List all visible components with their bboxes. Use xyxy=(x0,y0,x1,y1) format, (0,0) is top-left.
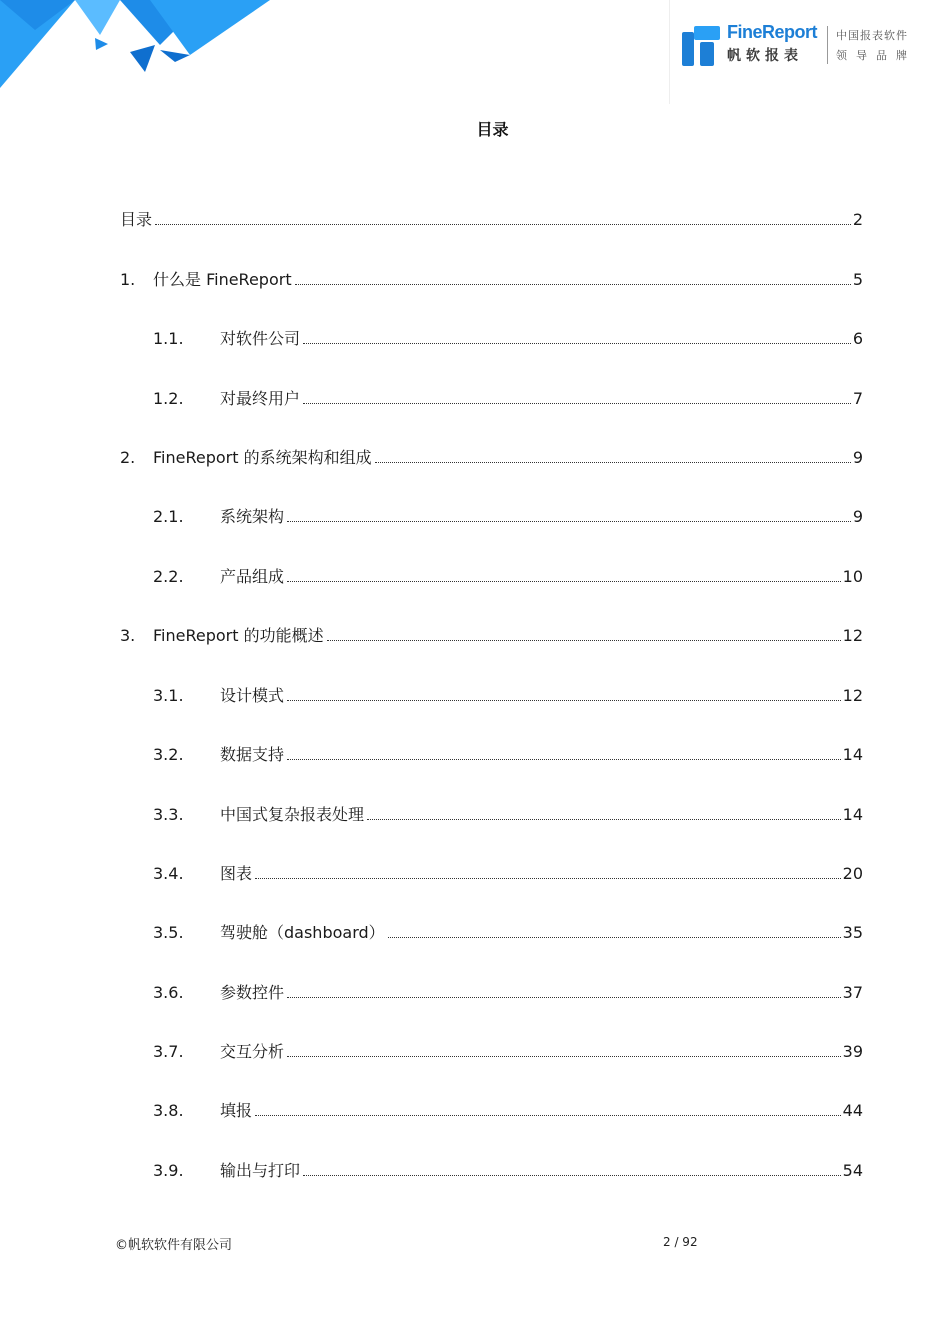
toc-entry[interactable] xyxy=(120,505,863,529)
toc-leader xyxy=(303,1175,841,1176)
toc-label: 产品组成 xyxy=(220,567,285,586)
footer-copyright: ©帆软软件有限公司 xyxy=(115,1238,233,1253)
toc-label: 交互分析 xyxy=(220,1042,285,1061)
toc-entry[interactable] xyxy=(120,268,863,292)
brand-name-en: FineReport xyxy=(727,22,818,42)
toc-page-number: 14 xyxy=(842,745,863,764)
toc-section-number: 1. xyxy=(120,270,136,289)
toc-leader xyxy=(255,878,841,879)
toc-label: 对软件公司 xyxy=(220,329,301,348)
toc-leader xyxy=(367,819,841,820)
toc-label: FineReport 的系统架构和组成 xyxy=(153,448,372,467)
toc-label: 什么是 FineReport xyxy=(153,270,292,289)
toc-entry[interactable] xyxy=(120,981,863,1005)
toc-section-number: 3.9. xyxy=(153,1161,184,1180)
toc-label: 图表 xyxy=(220,864,253,883)
toc-page-number: 10 xyxy=(842,567,863,586)
toc-leader xyxy=(287,759,841,760)
toc-entry[interactable] xyxy=(120,921,863,945)
toc-entry[interactable] xyxy=(120,1159,863,1183)
finereport-logo-icon xyxy=(680,24,722,66)
toc-leader xyxy=(255,1115,841,1116)
toc-leader xyxy=(287,521,851,522)
toc-leader xyxy=(327,640,841,641)
toc-page-number: 35 xyxy=(842,923,863,942)
toc-label: 填报 xyxy=(220,1101,253,1120)
toc-section-number: 3. xyxy=(120,626,136,645)
toc-label: 参数控件 xyxy=(220,983,285,1002)
header-divider xyxy=(669,0,670,104)
toc-page-number: 44 xyxy=(842,1101,863,1120)
brand-tagline: 中国报表软件 xyxy=(836,29,908,42)
toc-page-number: 37 xyxy=(842,983,863,1002)
corner-decoration xyxy=(0,0,270,90)
toc-leader xyxy=(375,462,851,463)
toc-page-number: 54 xyxy=(842,1161,863,1180)
toc-entry[interactable] xyxy=(120,1099,863,1123)
toc-entry[interactable] xyxy=(120,803,863,827)
toc-section-number: 2.1. xyxy=(153,507,184,526)
toc-label: 驾驶舱（dashboard） xyxy=(220,923,385,942)
toc-entry[interactable] xyxy=(120,208,863,232)
toc-entry[interactable] xyxy=(120,684,863,708)
toc-section-number: 3.5. xyxy=(153,923,184,942)
toc-leader xyxy=(388,937,841,938)
brand-name-cn: 帆软报表 xyxy=(727,48,803,64)
toc-section-number: 3.8. xyxy=(153,1101,184,1120)
logo-divider xyxy=(827,26,828,64)
toc-label: 中国式复杂报表处理 xyxy=(220,805,365,824)
toc-label: 设计模式 xyxy=(220,686,285,705)
toc-section-number: 3.1. xyxy=(153,686,184,705)
toc-entry[interactable] xyxy=(120,446,863,470)
toc-leader xyxy=(287,700,841,701)
toc-label: 对最终用户 xyxy=(220,389,301,408)
toc-page-number: 7 xyxy=(852,389,863,408)
toc-section-number: 3.6. xyxy=(153,983,184,1002)
toc-page-number: 12 xyxy=(842,626,863,645)
toc-label: 目录 xyxy=(120,210,153,229)
toc-entry[interactable] xyxy=(120,387,863,411)
toc-page-number: 9 xyxy=(852,507,863,526)
toc-page-number: 5 xyxy=(852,270,863,289)
toc-leader xyxy=(303,343,851,344)
toc-section-number: 3.7. xyxy=(153,1042,184,1061)
brand-slogan: 领导品牌 xyxy=(836,49,916,62)
toc-entry[interactable] xyxy=(120,624,863,648)
toc-section-number: 2.2. xyxy=(153,567,184,586)
toc-entry[interactable] xyxy=(120,862,863,886)
toc-label: 数据支持 xyxy=(220,745,285,764)
toc-label: FineReport 的功能概述 xyxy=(153,626,324,645)
toc-leader xyxy=(287,581,841,582)
toc-page-number: 2 xyxy=(852,210,863,229)
toc-entry[interactable] xyxy=(120,327,863,351)
toc-label: 系统架构 xyxy=(220,507,285,526)
toc-leader xyxy=(303,403,851,404)
footer-page-indicator: 2 / 92 xyxy=(663,1235,698,1249)
toc-section-number: 1.2. xyxy=(153,389,184,408)
toc-leader xyxy=(295,284,851,285)
toc-entry[interactable] xyxy=(120,565,863,589)
toc-section-number: 3.3. xyxy=(153,805,184,824)
toc-label: 输出与打印 xyxy=(220,1161,301,1180)
toc-entry[interactable] xyxy=(120,1040,863,1064)
toc-page-number: 20 xyxy=(842,864,863,883)
toc-leader xyxy=(155,224,851,225)
toc-leader xyxy=(287,997,841,998)
toc-page-number: 12 xyxy=(842,686,863,705)
toc-section-number: 2. xyxy=(120,448,136,467)
toc-page-number: 39 xyxy=(842,1042,863,1061)
toc-page-number: 9 xyxy=(852,448,863,467)
toc-leader xyxy=(287,1056,841,1057)
toc-entry[interactable] xyxy=(120,743,863,767)
toc-page-number: 14 xyxy=(842,805,863,824)
toc-page-number: 6 xyxy=(852,329,863,348)
toc-section-number: 3.2. xyxy=(153,745,184,764)
toc-section-number: 3.4. xyxy=(153,864,184,883)
page-title: 目录 xyxy=(476,120,509,139)
brand-logo xyxy=(680,22,920,70)
toc-section-number: 1.1. xyxy=(153,329,184,348)
